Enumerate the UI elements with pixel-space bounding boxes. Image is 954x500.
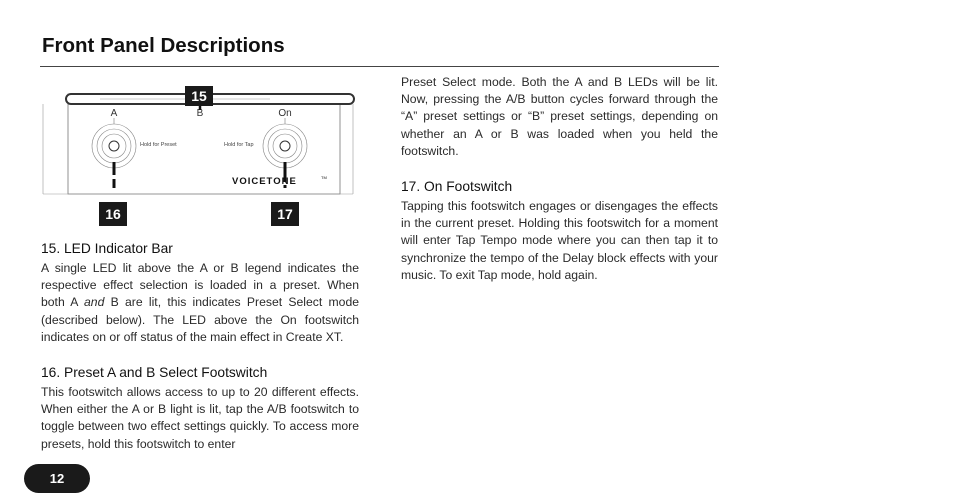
- left-column: [41, 240, 359, 453]
- label-a: A: [110, 108, 118, 119]
- hold-for-tap-label: Hold for Tap: [224, 142, 254, 148]
- section-heading-17: 17. On Footswitch: [401, 179, 513, 195]
- callout-badge-17: 17: [271, 202, 299, 226]
- right-column: [401, 74, 718, 284]
- brand-logo: VOICETONE: [232, 176, 297, 187]
- section-body-17: Tapping this footswitch engages or disengages the effects in the current preset. Holding this footswitch for a moment will enter Tap Tempo mode where you can then tap it to synchronize the tempo of the Delay block effects with your music. To exit Tap mode, hold again.: [401, 199, 718, 282]
- section-heading-15: 15. LED Indicator Bar: [41, 241, 173, 256]
- callout-badge-16: 16: [99, 202, 127, 226]
- section-body-16: This footswitch allows access to up to 20 different effects. When either the A or B light is lit, tap the A/B footswitch to toggle between two effect settings quickly. To access more presets, hold this footswitch to enter: [41, 385, 359, 451]
- section-body-16-continued: Preset Select mode. Both the A and B LEDs will be lit. Now, pressing the A/B button cycles forward through the “A” preset settings or “B” preset settings, depending on whether an A or B was loaded when you held the footswitch.: [401, 75, 718, 158]
- brand-trademark: TM: [321, 175, 327, 180]
- page-number: 12: [24, 464, 90, 493]
- section-body-15: A single LED lit above the A or B legend indicates the respective effect selection is loaded in a preset. When both A and B are lit, this indicates Preset Select mode (described below). The LED above the On footswitch indicates on or off status of the main effect in Create XT.: [41, 261, 360, 344]
- label-b: B: [196, 108, 204, 119]
- page-title: Front Panel Descriptions: [42, 34, 285, 57]
- hold-for-preset-label: Hold for Preset: [140, 142, 177, 148]
- panel-body: [68, 94, 340, 194]
- label-on: On: [278, 108, 292, 119]
- section-heading-16: 16. Preset A and B Select Footswitch: [41, 365, 268, 381]
- callout-badge-15: 15: [185, 86, 213, 106]
- title-divider: [40, 66, 719, 67]
